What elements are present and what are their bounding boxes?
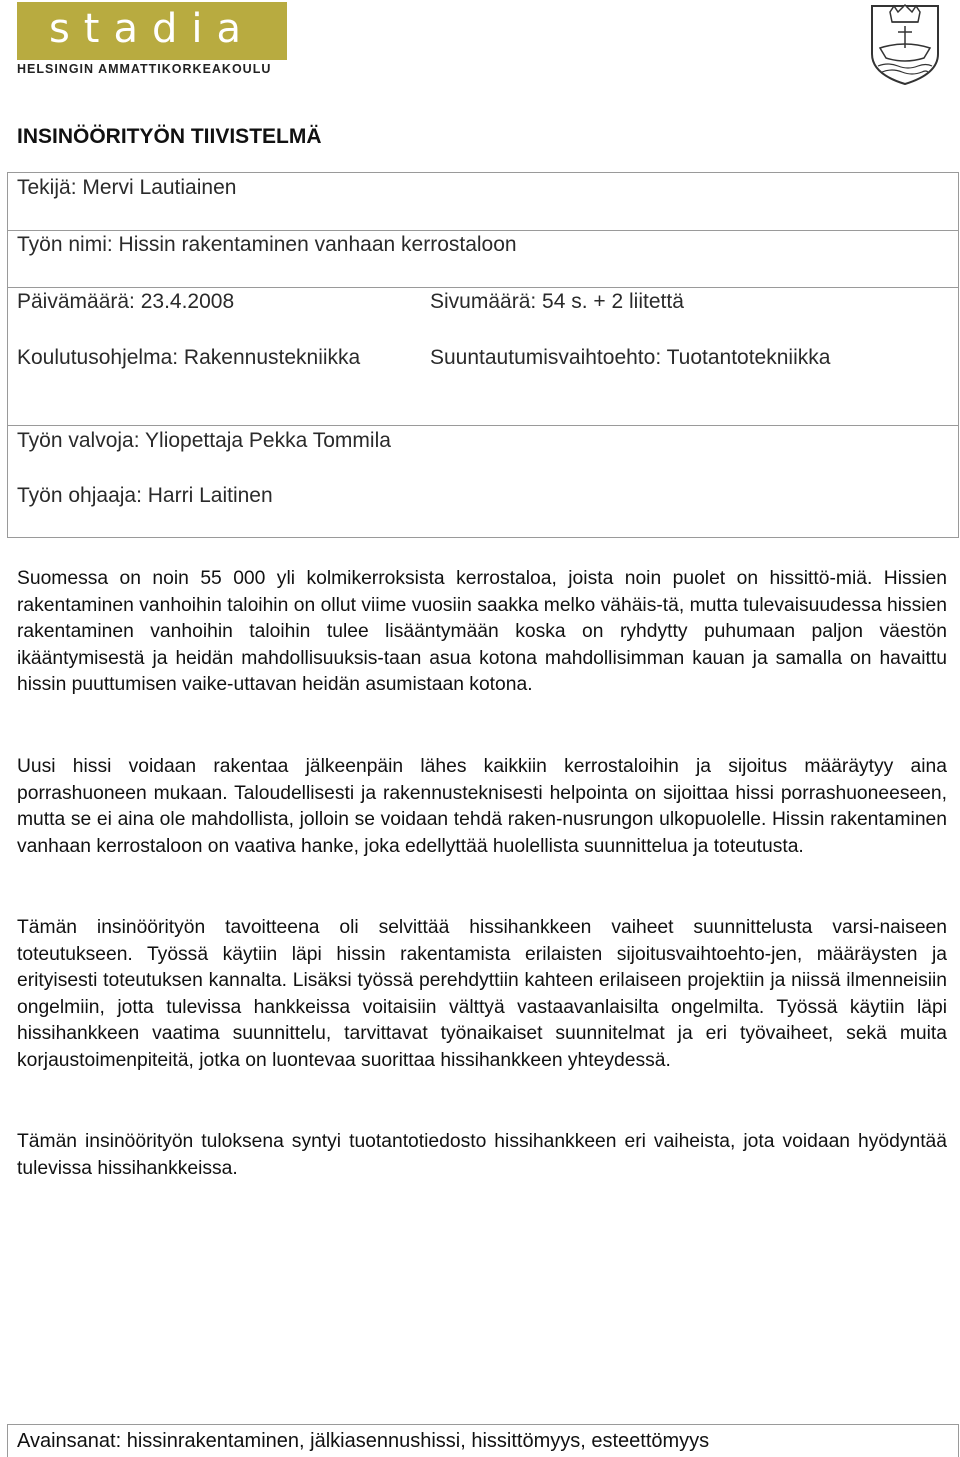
author-field: Tekijä: Mervi Lautiainen bbox=[17, 176, 237, 199]
keywords-divider bbox=[7, 1424, 959, 1425]
abstract-paragraph-1: Suomessa on noin 55 000 yli kolmikerroksista kerrostaloa, joista noin puolet on hissittö-miä. Hissien rakentaminen vanhoihin taloihin on ollut viime vuosiin saakka melko vähäis-tä, mutta tulevaisuudessa hissien rakentaminen vanhoihin taloihin tulee lisääntymään koska on ryhdytty puhumaan paljon väestön ikääntymisestä ja heidän mahdollisuuksis-taan asua kotona mahdollisimman kauan ja samalla on havaittu hissin puuttumisen vaike-uttavan heidän asumistaan kotona. bbox=[17, 568, 947, 696]
abstract-paragraph-3: Tämän insinöörityön tavoitteena oli selvittää hissihankkeen vaiheet suunnittelusta varsi-naiseen toteutukseen. Työssä käytiin läpi hissin rakentamista erilaisten sijoitusvaihtoehto-jen, määräysten ja erityisesti toteutuksen kannalta. Lisäksi työssä perehdyttiin kahteen erilaiseen projektiin ja niissä ilmenneisiin ongelmiin, jotta tulevissa hankkeissa voitaisiin välttyä vastaavanlaisilta ongelmilta. Työssä käytiin läpi hissihankkeen vaatima suunnittelu, tarvittavat työnaikaiset suunnitelmat ja eri työvaiheet, sekä muita korjaustoimenpiteitä, jotka on luontevaa suorittaa hissihankkeen yhteydessä. bbox=[17, 917, 947, 1071]
keywords-border-left bbox=[7, 1424, 8, 1457]
table-row-divider bbox=[7, 537, 959, 538]
keywords: Avainsanat: hissinrakentaminen, jälkiasennushissi, hissittömyys, esteettömyys bbox=[17, 1430, 710, 1452]
table-row-divider bbox=[7, 425, 959, 426]
table-row-divider bbox=[7, 230, 959, 231]
date-field: Päivämäärä: 23.4.2008 bbox=[17, 290, 235, 313]
work-name-field: Työn nimi: Hissin rakentaminen vanhaan kerrostaloon bbox=[17, 233, 517, 256]
helsinki-coat-of-arms-icon bbox=[868, 2, 942, 86]
table-row-divider bbox=[7, 287, 959, 288]
logo-subtitle: HELSINGIN AMMATTIKORKEAKOULU bbox=[17, 62, 272, 76]
table-border-right bbox=[958, 172, 959, 537]
keywords-border-right bbox=[958, 1424, 959, 1457]
page-title: INSINÖÖRITYÖN TIIVISTELMÄ bbox=[17, 125, 322, 148]
program-field: Koulutusohjelma: Rakennustekniikka bbox=[17, 346, 361, 369]
instructor-field: Työn ohjaaja: Harri Laitinen bbox=[17, 484, 273, 507]
logo-rule bbox=[17, 58, 287, 60]
specialization-field: Suuntautumisvaihtoehto: Tuotantotekniikka bbox=[430, 346, 831, 369]
pages-field: Sivumäärä: 54 s. + 2 liitettä bbox=[430, 290, 684, 313]
supervisor-field: Työn valvoja: Yliopettaja Pekka Tommila bbox=[17, 429, 391, 452]
table-border-left bbox=[7, 172, 8, 537]
abstract-paragraph-4: Tämän insinöörityön tuloksena syntyi tuotantotiedosto hissihankkeen eri vaiheista, jota voidaan hyödyntää tulevissa hissihankkeissa. bbox=[17, 1131, 947, 1179]
abstract-paragraph-2: Uusi hissi voidaan rakentaa jälkeenpäin lähes kaikkiin kerrostaloihin ja sijoitus määräytyy aina porrashuoneen mukaan. Taloudellisesti ja rakennusteknisesti helpointa on sijoittaa hissi porrashuoneeseen, mutta se ei aina ole mahdollista, jolloin se voidaan tehdä raken-nusrungon ulkopuolelle. Hissin rakentaminen vanhaan kerrostaloon on vaativa hanke, joka edellyttää huolellista suunnittelua ja toteutusta. bbox=[17, 756, 947, 857]
table-border-top bbox=[7, 172, 959, 173]
logo-wordmark: stadia bbox=[48, 6, 256, 52]
